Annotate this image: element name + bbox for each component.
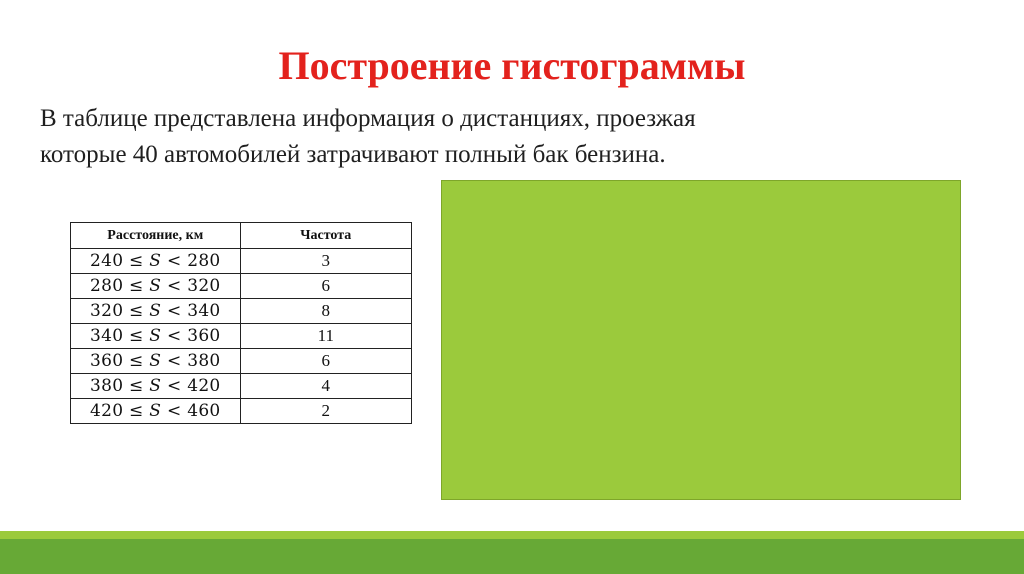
column-header-distance: Расстояние, км: [71, 223, 241, 249]
table-header-row: [71, 223, 412, 249]
distance-cell: 380 ≤ 𝑆 < 420: [71, 374, 241, 399]
histogram-placeholder: [441, 180, 961, 500]
table-row: [71, 324, 412, 349]
table-row: [71, 399, 412, 424]
frequency-cell: 11: [240, 324, 411, 349]
distance-cell: 280 ≤ 𝑆 < 320: [71, 274, 241, 299]
distance-cell: 420 ≤ 𝑆 < 460: [71, 399, 241, 424]
frequency-cell: 6: [240, 349, 411, 374]
distance-cell: 360 ≤ 𝑆 < 380: [71, 349, 241, 374]
intro-line-1: В таблице представлена информация о дистанциях, проезжая: [40, 105, 696, 132]
distance-cell: 340 ≤ 𝑆 < 360: [71, 324, 241, 349]
footer-band-dark: [0, 539, 1024, 574]
frequency-cell: 4: [240, 374, 411, 399]
intro-line-2: которые 40 автомобилей затрачивают полный бак бензина.: [40, 141, 666, 168]
footer-band-light: [0, 531, 1024, 539]
distance-cell: 320 ≤ 𝑆 < 340: [71, 299, 241, 324]
slide-title: Построение гистограммы: [278, 43, 746, 88]
table-row: [71, 349, 412, 374]
column-header-frequency: Частота: [240, 223, 411, 249]
frequency-cell: 2: [240, 399, 411, 424]
intro-text: [40, 101, 940, 173]
table-row: [71, 249, 412, 274]
frequency-cell: 8: [240, 299, 411, 324]
table-row: [71, 299, 412, 324]
table-row: [71, 374, 412, 399]
frequency-table: [70, 222, 412, 424]
distance-cell: 240 ≤ 𝑆 < 280: [71, 249, 241, 274]
frequency-cell: 3: [240, 249, 411, 274]
frequency-cell: 6: [240, 274, 411, 299]
table-row: [71, 274, 412, 299]
